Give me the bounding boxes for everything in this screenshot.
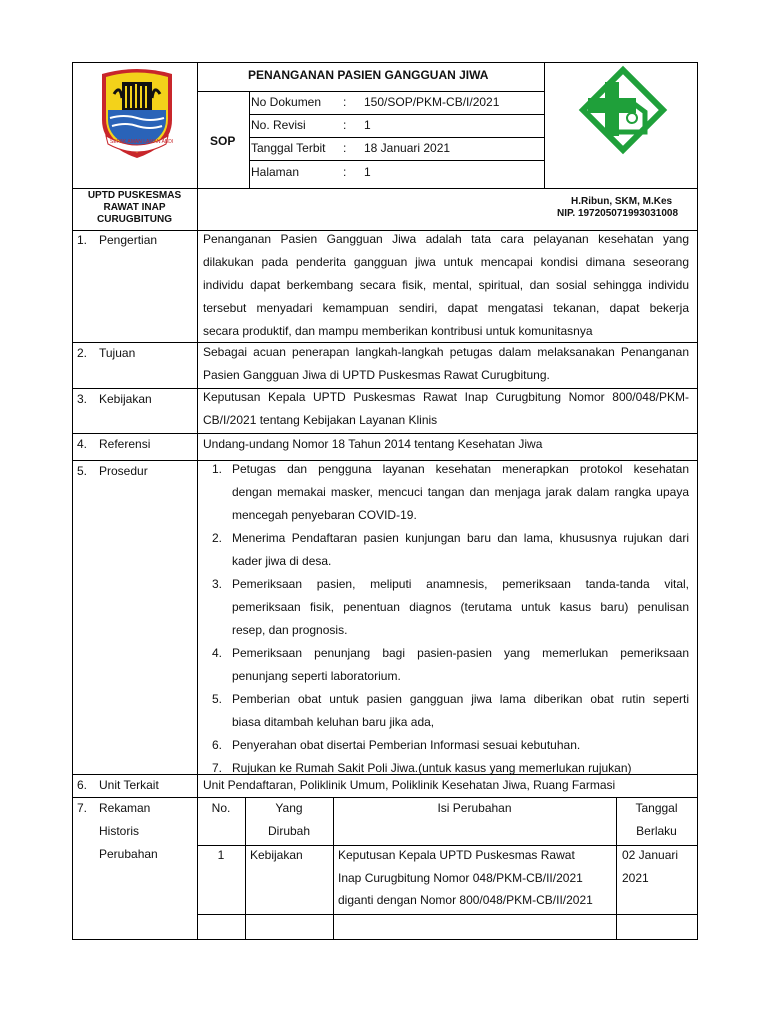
logo-left-motto: SEPAK AMAN LAMAN ABDI	[110, 139, 174, 145]
section-label-pengertian: Pengertian	[99, 233, 158, 247]
document-title: PENANGANAN PASIEN GANGGUAN JIWA	[248, 68, 489, 82]
table-cell-no: 1	[217, 848, 225, 862]
org-name-line2: RAWAT INAP	[103, 202, 166, 213]
list-item: 6. Penyerahan obat disertai Pemberian Informasi sesuai kebutuhan.	[212, 738, 581, 752]
org-name-line1: UPTD PUSKESMAS	[87, 190, 182, 201]
section-label-tujuan: Tujuan	[99, 346, 136, 360]
section-label-rekaman: Perubahan	[99, 847, 158, 861]
field-sep: :	[343, 118, 347, 132]
section-label-kebijakan: Kebijakan	[99, 392, 152, 406]
section-number: 7.	[77, 801, 88, 815]
sop-label: SOP	[210, 134, 236, 148]
table-cell-tanggal: 02 Januari	[622, 848, 679, 862]
field-sep: :	[343, 141, 347, 155]
field-label-no-dokumen: No Dokumen	[251, 95, 322, 109]
section-number: 6.	[77, 778, 88, 792]
logo-right-puskesmas	[575, 64, 671, 160]
table-cell-isi: Inap Curugbitung Nomor 048/PKM-CB/II/2021	[338, 871, 583, 885]
prosedur-steps	[212, 458, 689, 780]
section-text-kebijakan: Keputusan Kepala UPTD Puskesmas Rawat Inap Curugbitung Nomor 800/048/PKM- CB/I/2021 tentang Kebijakan Layanan Klinis	[203, 390, 689, 427]
section-number: 5.	[77, 464, 88, 478]
section-number: 1.	[77, 233, 88, 247]
signer-nip: NIP. 197205071993031008	[557, 208, 679, 219]
section-number: 4.	[77, 437, 88, 451]
section-number: 3.	[77, 392, 88, 406]
signer-name: H.Ribun, SKM, M.Kes	[571, 196, 673, 207]
column-header-dirubah: Dirubah	[267, 824, 311, 838]
column-header-tanggal: Tanggal	[635, 801, 678, 815]
list-item: 1. Petugas dan pengguna layanan kesehatan menerapkan protokol kesehatan dengan memakai masker, mencuci tangan dan menjaga jarak dalam rangka upaya mencegah penyebaran COVID-19.	[212, 462, 689, 522]
org-name-line3: CURUGBITUNG	[97, 214, 172, 225]
section-text-unit-terkait: Unit Pendaftaran, Poliklinik Umum, Poliklinik Kesehatan Jiwa, Ruang Farmasi	[203, 778, 616, 792]
table-cell-isi: Keputusan Kepala UPTD Puskesmas Rawat	[338, 848, 575, 862]
field-label-halaman: Halaman	[251, 165, 300, 179]
field-value-no-dokumen: 150/SOP/PKM-CB/I/2021	[364, 95, 500, 109]
logo-left-crest	[96, 64, 178, 160]
field-label-no-revisi: No. Revisi	[251, 118, 306, 132]
section-label-unit-terkait: Unit Terkait	[99, 778, 159, 792]
section-text-pengertian: Penanganan Pasien Gangguan Jiwa adalah tata cara pelayanan kesehatan yang dilakukan pada penderita gangguan jiwa untuk mencapai kondisi dimana seseorang individu dapat berkembang secara fisik, mental, spiritual, dan sosial sehingga individu tersebut menyadari kemampuan sendiri, dapat mengatasi tekanan, dapat bekerja secara produktif, dan mampu memberikan kontribusi untuk komunitasnya	[203, 232, 689, 338]
section-text-tujuan: Sebagai acuan penerapan langkah-langkah petugas dalam melaksanakan Penanganan Pasien Gangguan Jiwa di UPTD Puskesmas Rawat Curugbitung.	[203, 345, 689, 382]
column-header-isi: Isi Perubahan	[437, 801, 512, 815]
column-header-berlaku: Berlaku	[636, 824, 677, 838]
section-number: 2.	[77, 346, 88, 360]
section-label-rekaman: Historis	[99, 824, 140, 838]
list-item: 4. Pemeriksaan penunjang bagi pasien-pasien yang memerlukan pemeriksaan penunjang seperti laboratorium.	[212, 646, 689, 683]
section-text-referensi: Undang-undang Nomor 18 Tahun 2014 tentang Kesehatan Jiwa	[203, 437, 543, 451]
section-label-rekaman: Rekaman	[99, 801, 151, 815]
list-item: 7. Rujukan ke Rumah Sakit Poli Jiwa.(untuk kasus yang memerlukan rujukan)	[212, 761, 632, 775]
section-label-prosedur: Prosedur	[99, 464, 148, 478]
column-header-no: No.	[211, 801, 231, 815]
field-value-halaman: 1	[364, 165, 371, 179]
field-label-tanggal-terbit: Tanggal Terbit	[251, 141, 326, 155]
table-cell-item: Kebijakan	[250, 848, 303, 862]
list-item: 3. Pemeriksaan pasien, meliputi anamnesis, pemeriksaan tanda-tanda vital, pemeriksaan fisik, penentuan diagnos (terutama untuk kasus baru) penulisan resep, dan prognosis.	[212, 577, 689, 637]
column-header-yang: Yang	[275, 801, 303, 815]
field-value-no-revisi: 1	[364, 118, 371, 132]
field-sep: :	[343, 95, 347, 109]
section-label-referensi: Referensi	[99, 437, 151, 451]
field-value-tanggal-terbit: 18 Januari 2021	[364, 141, 451, 155]
table-cell-isi: diganti dengan Nomor 800/048/PKM-CB/II/2021	[338, 893, 593, 907]
table-cell-tanggal: 2021	[622, 871, 649, 885]
list-item: 5. Pemberian obat untuk pasien gangguan jiwa lama diberikan obat rutin seperti biasa ditambah keluhan baru jika ada,	[212, 692, 689, 729]
list-item: 2. Menerima Pendaftaran pasien kunjungan baru dan lama, khususnya rujukan dari kader jiwa di desa.	[212, 531, 689, 568]
field-sep: :	[343, 165, 347, 179]
